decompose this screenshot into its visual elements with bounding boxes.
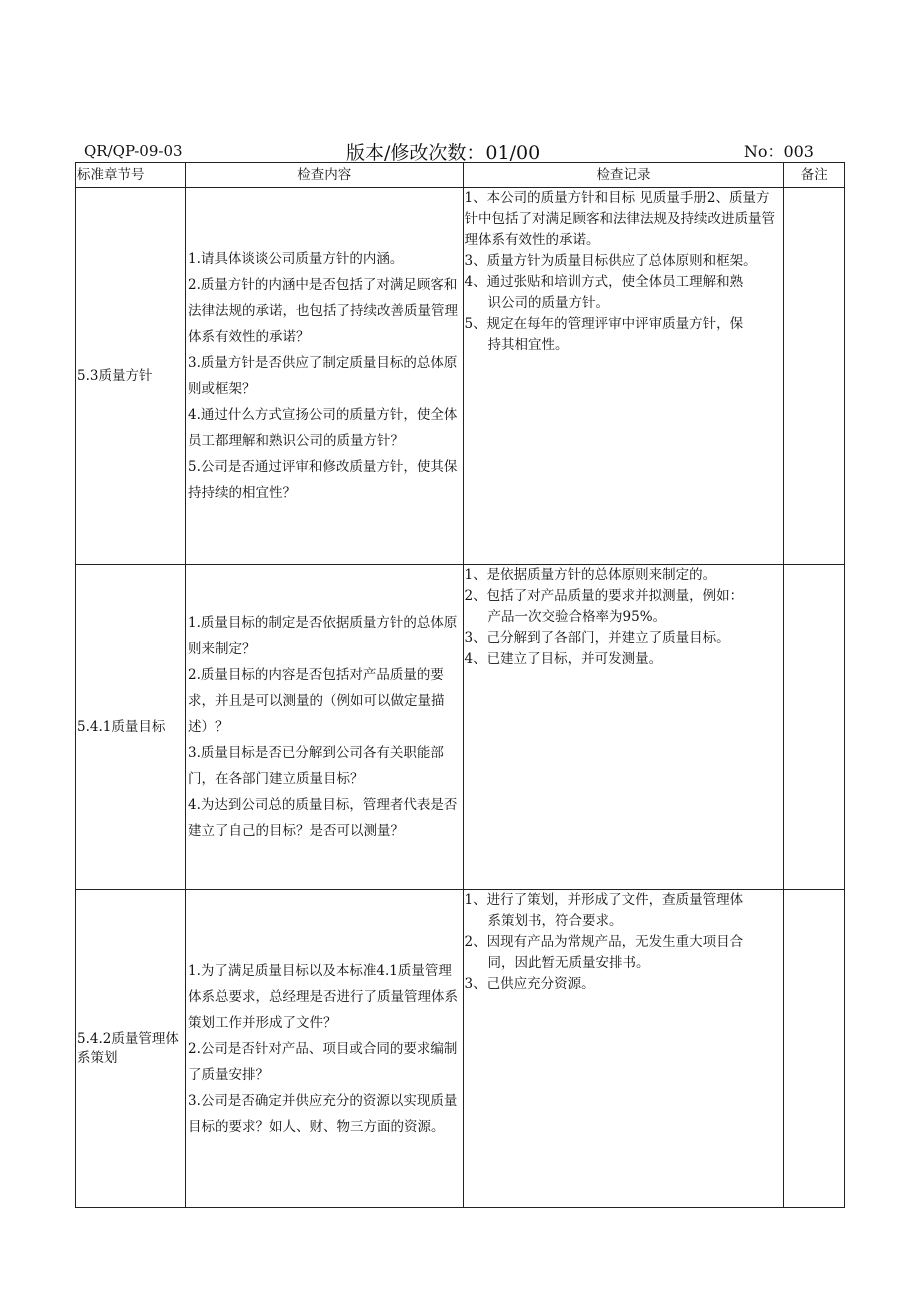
inspection-record-line: 识公司的质量方针。 xyxy=(487,295,610,311)
table-row xyxy=(76,188,845,565)
section-number-cell: 5.3质量方针 xyxy=(76,188,186,565)
inspection-question: 2.质量目标的内容是否包括对产品质量的要求，并且是可以测量的（例如可以做定量描述）？ xyxy=(188,667,445,735)
document-code: QR/QP-09-03 xyxy=(84,142,183,160)
document-header xyxy=(84,138,844,162)
document-number: No：003 xyxy=(743,142,814,161)
inspection-record-cell xyxy=(463,188,784,565)
inspection-question: 4.通过什么方式宣扬公司的质量方针，使全体员工都理解和熟识公司的质量方针？ xyxy=(188,407,458,449)
version-label: 版本/修改次数：01/00 xyxy=(346,142,541,164)
inspection-question: 3.质量方针是否供应了制定质量目标的总体原则或框架？ xyxy=(188,355,458,397)
inspection-record-line: 3、己分解到了各部门，并建立了质量目标。 xyxy=(464,630,730,646)
inspection-record-line: 系策划书，符合要求。 xyxy=(487,913,623,929)
inspection-content-cell xyxy=(186,188,464,565)
inspection-record-cell xyxy=(463,565,784,890)
inspection-question: 1.质量目标的制定是否依据质量方针的总体原则来制定？ xyxy=(188,615,458,657)
inspection-table xyxy=(75,162,845,1208)
inspection-question: 2.公司是否针对产品、项目或合同的要求编制了质量安排？ xyxy=(188,1040,458,1083)
table-row xyxy=(76,565,845,890)
inspection-record-line: 3、质量方针为质量目标供应了总体原则和框架。 xyxy=(464,253,757,269)
inspection-question: 5.公司是否通过评审和修改质量方针，使其保持持续的相宜性？ xyxy=(188,459,458,501)
section-number-cell: 5.4.2质量管理体系策划 xyxy=(76,890,186,1208)
inspection-record-cell xyxy=(463,890,784,1208)
column-header-section: 标准章节号 xyxy=(76,163,186,188)
remark-cell xyxy=(784,890,845,1208)
inspection-record-line: 3、己供应充分资源。 xyxy=(464,976,595,992)
inspection-record-line: 1、是依据质量方针的总体原则来制定的。 xyxy=(464,567,717,583)
inspection-record-line: 5、规定在每年的管理评审中评审质量方针，保 xyxy=(464,316,744,332)
inspection-record-line: 持其相宜性。 xyxy=(487,337,569,353)
inspection-record-line: 1、本公司的质量方针和目标 见质量手册2、质量方针中包括了对满足顾客和法律法规及持续改进质量管理体系有效性的承诺。 xyxy=(464,190,776,248)
inspection-question: 4.为达到公司总的质量目标，管理者代表是否建立了自己的目标？是否可以测量？ xyxy=(188,797,458,839)
inspection-question: 2.质量方针的内涵中是否包括了对满足顾客和法律法规的承诺，也包括了持续改善质量管理体系有效性的承诺？ xyxy=(188,277,458,345)
table-body xyxy=(76,188,845,1208)
inspection-record-line: 2、包括了对产品质量的要求并拟测量，例如： xyxy=(464,588,744,604)
inspection-record-line: 1、进行了策划，并形成了文件，查质量管理体 xyxy=(464,892,744,908)
inspection-record-line: 同，因此暂无质量安排书。 xyxy=(487,955,650,971)
inspection-content-cell xyxy=(186,565,464,890)
inspection-question: 3.质量目标是否已分解到公司各有关职能部门，在各部门建立质量目标？ xyxy=(188,745,444,787)
inspection-record-line: 4、通过张贴和培训方式，使全体员工理解和熟 xyxy=(464,274,744,290)
table-header-row xyxy=(76,163,845,188)
inspection-record-line: 2、因现有产品为常规产品，无发生重大项目合 xyxy=(464,934,744,950)
table-row xyxy=(76,890,845,1208)
remark-cell xyxy=(784,188,845,565)
inspection-record-line: 4、已建立了目标，并可发测量。 xyxy=(464,651,663,667)
inspection-record-line: 产品一次交验合格率为95%。 xyxy=(487,609,667,625)
section-number-cell: 5.4.1质量目标 xyxy=(76,565,186,890)
column-header-content: 检查内容 xyxy=(186,163,464,188)
inspection-content-cell xyxy=(186,890,464,1208)
inspection-question: 3.公司是否确定并供应充分的资源以实现质量目标的要求？如人、财、物三方面的资源。 xyxy=(188,1092,458,1135)
inspection-question: 1.为了满足质量目标以及本标准4.1质量管理体系总要求，总经理是否进行了质量管理体系策划工作并形成了文件？ xyxy=(188,962,458,1031)
column-header-remark: 备注 xyxy=(784,163,845,188)
inspection-question: 1.请具体谈谈公司质量方针的内涵。 xyxy=(188,251,404,267)
column-header-record: 检查记录 xyxy=(463,163,784,188)
remark-cell xyxy=(784,565,845,890)
